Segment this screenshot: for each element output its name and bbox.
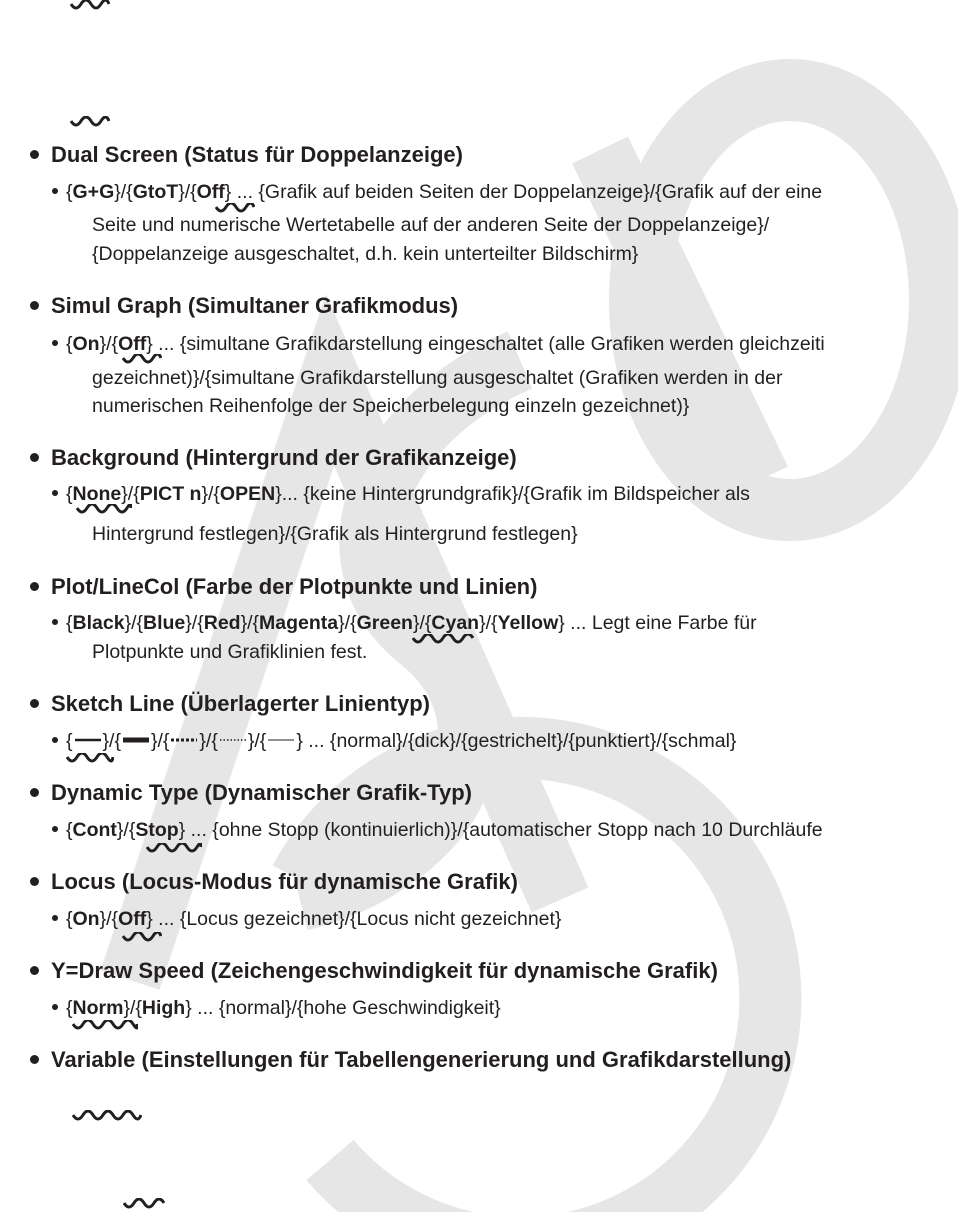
option-value: Off — [118, 333, 147, 355]
default-wave-icon — [412, 634, 474, 646]
bullet-icon — [52, 915, 58, 921]
normal-line-icon — [73, 735, 103, 745]
default-wave-icon — [72, 1020, 138, 1032]
description-text: ... {simultane Grafikdarstellung eingeschaltet (alle Grafiken werden gleichzeiti — [152, 333, 825, 355]
heading-text: Dual Screen (Status für Doppelanzeige) — [51, 142, 463, 167]
default-wave-icon — [122, 354, 162, 366]
thick-line-icon — [121, 735, 151, 745]
description-text: ... {Locus gezeichnet}/{Locus nicht gezeichnet} — [152, 908, 562, 930]
option-value: Off — [118, 908, 147, 930]
default-wave-icon — [146, 843, 202, 855]
bullet-icon — [30, 582, 39, 591]
option-value: Blue — [143, 612, 186, 634]
heading-text: Plot/LineCol (Farbe der Plotpunkte und Linien) — [51, 574, 538, 599]
option-value: Black — [72, 612, 125, 634]
description-text: ... {normal}/{dick}/{gestrichelt}/{punktiert}/{schmal} — [302, 730, 737, 752]
bullet-icon — [30, 301, 39, 310]
bullet-icon — [52, 826, 58, 832]
description-text: Hintergrund festlegen}/{Grafik als Hintergrund festlegen} — [92, 523, 578, 545]
option-value: G+G — [72, 181, 115, 203]
option-value: On — [72, 333, 100, 355]
section-heading-y-draw-speed — [30, 958, 718, 984]
bullet-icon — [30, 699, 39, 708]
bullet-icon — [52, 188, 58, 194]
description-text: Plotpunkte und Grafiklinien fest. — [92, 641, 368, 663]
thin-line-icon — [266, 735, 296, 745]
option-value: Norm — [72, 997, 124, 1019]
section-heading-simul-graph — [30, 293, 458, 319]
dotted-line-icon — [218, 735, 248, 745]
default-wave-icon — [66, 753, 114, 765]
bullet-icon — [52, 619, 58, 625]
section-heading-dual-screen — [30, 142, 463, 168]
option-value: Off — [196, 181, 225, 203]
description-text: ... {keine Hintergrundgrafik}/{Grafik im Bildspeicher als — [281, 483, 750, 505]
default-wave-icon — [215, 203, 255, 215]
description-text: gezeichnet)}/{simultane Grafikdarstellung ausgeschaltet (Grafiken werden in der — [92, 367, 783, 389]
default-wave-icon — [76, 504, 132, 516]
section-heading-plot-linecol — [30, 574, 537, 600]
bullet-icon — [30, 150, 39, 159]
bullet-icon — [52, 737, 58, 743]
heading-text: Variable (Einstellungen für Tabellengenerierung und Grafikdarstellung) — [51, 1047, 792, 1072]
bullet-icon — [30, 453, 39, 462]
bullet-icon — [30, 1055, 39, 1064]
option-value: Cont — [72, 819, 117, 841]
bullet-icon — [52, 1004, 58, 1010]
default-wave-icon — [123, 1198, 165, 1212]
option-value: None — [72, 483, 122, 505]
description-text: ... {normal}/{hohe Geschwindigkeit} — [191, 997, 501, 1019]
heading-text: Dynamic Type (Dynamischer Grafik-Typ) — [51, 780, 472, 805]
option-line-simul-graph: {On}/{Off} ... {simultane Grafikdarstellung eingeschaltet (alle Grafiken werden gleichzeiti — [52, 332, 825, 356]
section-heading-variable — [30, 1047, 791, 1073]
section-heading-background — [30, 445, 517, 471]
option-line-y-draw-speed: {Norm}/{High} ... {normal}/{hohe Geschwindigkeit} — [52, 996, 501, 1020]
option-value: Green — [356, 612, 413, 634]
bullet-icon — [30, 788, 39, 797]
description-text: {Doppelanzeige ausgeschaltet, d.h. kein unterteilter Bildschirm} — [92, 243, 639, 265]
description-text: numerischen Reihenfolge der Speicherbelegung einzeln gezeichnet)} — [92, 395, 690, 417]
heading-text: Locus (Locus-Modus für dynamische Grafik) — [51, 869, 518, 894]
option-value: Cyan — [431, 612, 480, 634]
option-value: Magenta — [259, 612, 339, 634]
description-text: ... {Grafik auf beiden Seiten der Doppelanzeige}/{Grafik auf der eine — [231, 181, 823, 203]
option-line-dynamic-type: {Cont}/{Stop} ... {ohne Stopp (kontinuierlich)}/{automatischer Stopp nach 10 Durchläufe — [52, 818, 823, 842]
default-wave-icon — [70, 116, 110, 130]
option-value: GtoT — [132, 181, 179, 203]
heading-text: Y=Draw Speed (Zeichengeschwindigkeit für dynamische Grafik) — [51, 958, 718, 983]
option-value: PICT n — [139, 483, 202, 505]
broken-line-icon — [169, 735, 199, 745]
section-heading-dynamic-type — [30, 780, 472, 806]
heading-text: Simul Graph (Simultaner Grafikmodus) — [51, 293, 459, 318]
bullet-icon — [30, 877, 39, 886]
option-line-locus: {On}/{Off} ... {Locus gezeichnet}/{Locus nicht gezeichnet} — [52, 907, 561, 931]
option-value: Stop — [135, 819, 179, 841]
heading-text: Background (Hintergrund der Grafikanzeige) — [51, 445, 517, 470]
option-line-plot-linecol: {Black}/{Blue}/{Red}/{Magenta}/{Green}/{Cyan}/{Yellow} ... Legt eine Farbe für — [52, 611, 757, 635]
bullet-icon — [52, 340, 58, 346]
bullet-icon — [52, 490, 58, 496]
description-text: Seite und numerische Wertetabelle auf der anderen Seite der Doppelanzeige}/ — [92, 214, 770, 236]
option-line-dual-screen: {G+G}/{GtoT}/{Off} ... {Grafik auf beiden Seiten der Doppelanzeige}/{Grafik auf der eine — [52, 180, 822, 204]
description-text: ... Legt eine Farbe für — [564, 612, 757, 634]
default-wave-icon — [122, 932, 162, 944]
option-value: OPEN — [219, 483, 276, 505]
option-value: Yellow — [497, 612, 559, 634]
option-line-background: {None}/{PICT n}/{OPEN}... {keine Hintergrundgrafik}/{Grafik im Bildspeicher als — [52, 482, 750, 506]
option-value: High — [141, 997, 186, 1019]
option-value: On — [72, 908, 100, 930]
description-text: ... {ohne Stopp (kontinuierlich)}/{automatischer Stopp nach 10 Durchläufe — [185, 819, 823, 841]
section-heading-locus — [30, 869, 518, 895]
section-heading-sketch-line — [30, 691, 430, 717]
default-wave-icon — [72, 1110, 142, 1124]
bullet-icon — [30, 966, 39, 975]
default-wave-icon — [70, 0, 110, 12]
heading-text: Sketch Line (Überlagerter Linientyp) — [51, 691, 430, 716]
option-line-sketch-line: { }/{ }/{ }/{ }/{ } ... {normal}/{dick}/{gestrichelt}/{punktiert}/{schmal} — [52, 729, 736, 753]
option-value: Red — [203, 612, 241, 634]
